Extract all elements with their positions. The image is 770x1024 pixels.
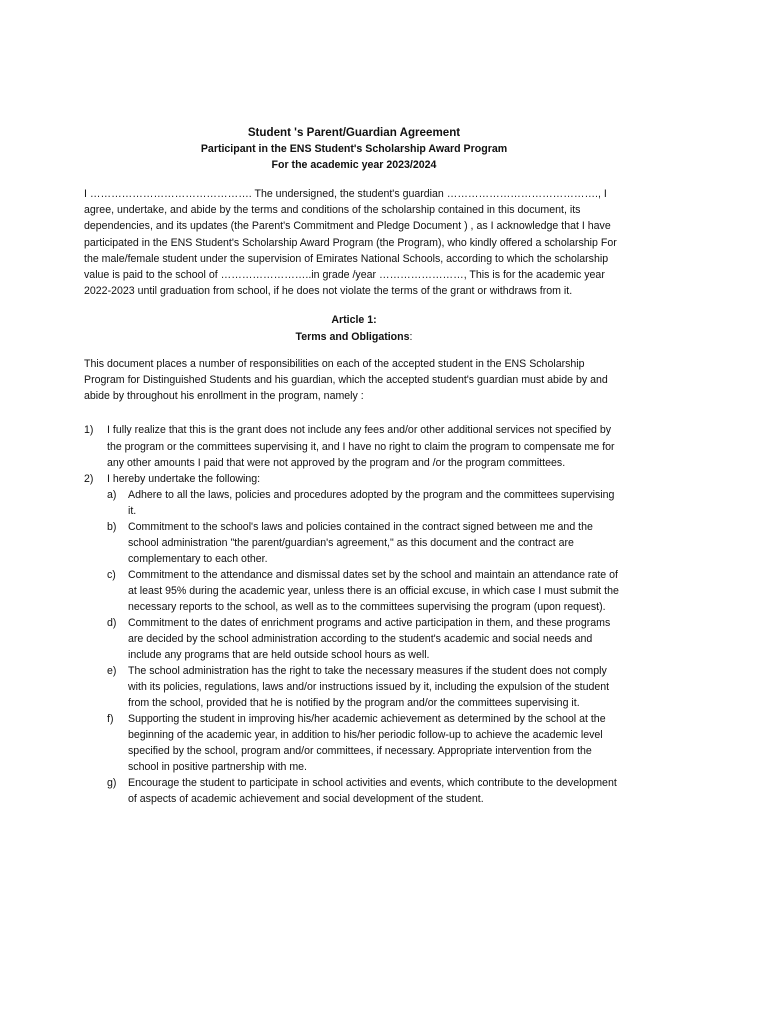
- sublist-item-letter: f): [107, 713, 114, 726]
- obligations-list: [84, 422, 624, 807]
- list-item-number: 1): [84, 424, 94, 437]
- list-item-text: I hereby undertake the following:: [107, 473, 261, 486]
- academic-year-line: For the academic year 2023/2024: [271, 159, 437, 171]
- sublist-item: [107, 663, 624, 711]
- sublist-item-letter: e): [107, 665, 117, 678]
- sublist-item-text: The school administration has the right to take the necessary measures if the student does not comply with its policies, regulations, laws and/or instructions issued by it, including the expulsion of the student from the school, provided that he is notified by the program and/or the committees supervising it.: [128, 665, 610, 710]
- article-heading: Article 1:: [331, 314, 377, 327]
- sublist-item: [107, 519, 624, 567]
- article-lead-paragraph: This document places a number of responsibilities on each of the accepted student in the ENS Scholarship Program for Distinguished Students and his guardian, which the accepted student's guardian must abide by and abide by throughout his enrollment in the program, namely :: [84, 357, 608, 403]
- list-item-text: I fully realize that this is the grant does not include any fees and/or other additional services not specified by the program or the committees supervising it, and I have no right to claim the program to compensate me for any other amounts I paid that were not approved by the program and /or the program committees.: [107, 424, 615, 469]
- sublist-item-letter: a): [107, 489, 117, 502]
- sublist-item-letter: b): [107, 521, 117, 534]
- sublist-item-text: Commitment to the school's laws and policies contained in the contract signed between me and the school administration "the parent/guardian's agreement," as this document and the contract are complementary to each other.: [128, 521, 593, 566]
- sublist-item-text: Commitment to the dates of enrichment programs and active participation in them, and these programs are decided by the school administration according to the student's academic and social needs and include any programs that are held outside school hours as well.: [128, 617, 611, 662]
- article-subheading-colon: :: [409, 330, 413, 343]
- sublist-item-text: Commitment to the attendance and dismissal dates set by the school and maintain an attendance rate of at least 95% during the academic year, unless there is an official excuse, in which case I must submit the necessary reports to the school, as well as to the committees supervising the program (upon request).: [128, 569, 619, 614]
- sublist-item: [107, 711, 624, 775]
- list-item-number: 2): [84, 473, 94, 486]
- article-subheading: [84, 329, 624, 345]
- list-item: [84, 471, 624, 807]
- sublist-item-letter: d): [107, 617, 117, 630]
- sublist-item-text: Adhere to all the laws, policies and procedures adopted by the program and the committees supervising it.: [128, 489, 615, 518]
- program-subtitle: Participant in the ENS Student's Scholarship Award Program: [200, 143, 508, 155]
- sublist-item: [107, 567, 624, 615]
- sublist-item-letter: g): [107, 777, 117, 790]
- sublist-item-letter: c): [107, 569, 116, 582]
- document-page: [84, 124, 624, 807]
- sublist-item: [107, 615, 624, 663]
- article-subheading-text: Terms and Obligations: [295, 330, 410, 343]
- document-title: Student 's Parent/Guardian Agreement: [247, 126, 461, 139]
- sublist-item-text: Encourage the student to participate in school activities and events, which contribute to the development of aspects of academic achievement and social development of the student.: [128, 777, 617, 806]
- sublist-item: [107, 487, 624, 519]
- sublist-item-text: Supporting the student in improving his/her academic achievement as determined by the school at the beginning of the academic year, in addition to his/her periodic follow-up to achieve the academic level specified by the school, program and/or committees, if necessary. Appropriate intervention from the school in positive partnership with me.: [128, 713, 606, 774]
- sublist-item: [107, 775, 624, 807]
- list-item: [84, 422, 624, 471]
- intro-paragraph: I ………………………………………. The undersigned, the student's guardian ……………………………………., I agree, undertake, and abide by the terms and conditions of the scholarship contained in this document, its dependencies, and its updates (the Parent's Commitment and Pledge Document ) , as I acknowledge that I have participated in the ENS Student's Scholarship Award Program (the Program), who kindly offered a scholarship For the male/female student under the supervision of Emirates National Schools, according to which the scholarship value is paid to the school of ……………………..in grade /year ……………………, This is for the academic year 2022-2023 until graduation from school, if he does not violate the terms of the grant or withdraws from it.: [84, 188, 617, 298]
- undertakings-sublist: [107, 487, 624, 807]
